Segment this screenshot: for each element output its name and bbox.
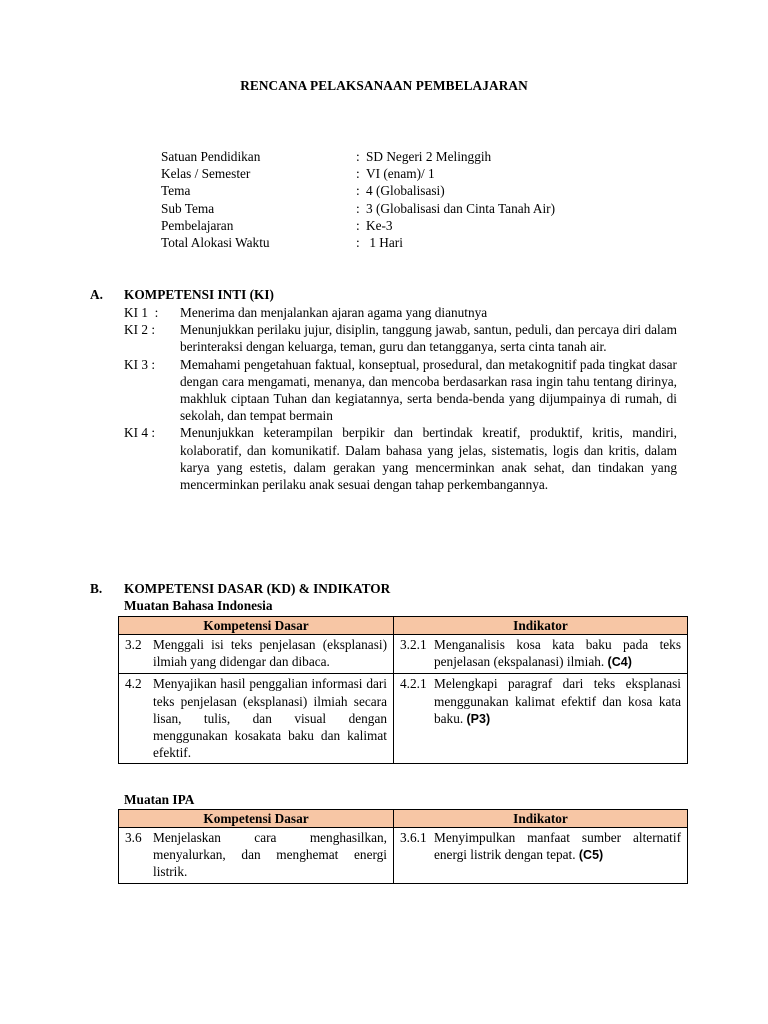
- ki-text: Memahami pengetahuan faktual, konseptual, prosedural, dan metakognitif pada tingkat dasar dengan cara mengamati, menanya, dan mencoba berdasarkan rasa ingin tahu tentang dirinya, makhluk ciptaan Tuhan dan kegiatannya, serta benda-benda yang dijumpainya di rumah, di sekolah, dan tempat bermain: [180, 356, 677, 424]
- indikator-cell: [394, 674, 688, 764]
- muatan-bahasa-indonesia-title: Muatan Bahasa Indonesia: [124, 598, 273, 613]
- identity-label: Sub Tema: [161, 200, 215, 216]
- ki-code: KI 4 :: [124, 425, 156, 441]
- kd-text: Menyajikan hasil penggalian informasi dari teks penjelasan (eksplanasi) ilmiah secara lisan, tulis, dan visual dengan menggunakan kosakata baku dan kalimat efektif.: [153, 676, 387, 761]
- ki-item: [124, 424, 677, 493]
- kd-table-bahasa-indonesia: [118, 616, 688, 764]
- muatan-ipa-title: Muatan IPA: [124, 792, 195, 807]
- kd-cell: [119, 828, 394, 884]
- document-title: RENCANA PELAKSANAAN PEMBELAJARAN: [240, 78, 528, 93]
- column-header-kd: Kompetensi Dasar: [119, 617, 394, 635]
- identity-colon: :: [356, 200, 360, 216]
- ki-text: Menunjukkan perilaku jujur, disiplin, tanggung jawab, santun, peduli, dan percaya diri dalam berinteraksi dengan keluarga, teman, guru dan tetangganya, serta cinta tanah air.: [180, 322, 677, 355]
- kd-text: Menggali isi teks penjelasan (eksplanasi) ilmiah yang didengar dan dibaca.: [153, 637, 387, 670]
- identity-label: Total Alokasi Waktu: [161, 234, 270, 250]
- identity-label: Kelas / Semester: [161, 166, 251, 182]
- indikator-cell: [394, 635, 688, 674]
- column-header-indikator: Indikator: [394, 810, 688, 828]
- table-header-row: [119, 810, 688, 828]
- identity-colon: :: [356, 234, 360, 250]
- ki-code: KI 3 :: [124, 356, 156, 372]
- kd-cell: [119, 674, 394, 764]
- indikator-number: 3.2.1: [400, 637, 427, 652]
- cognitive-level: (C5): [578, 848, 604, 863]
- identity-colon: :: [356, 217, 360, 233]
- table-header-row: [119, 617, 688, 635]
- identity-value: Ke-3: [366, 217, 393, 233]
- indikator-cell: [394, 828, 688, 884]
- identity-value: VI (enam)/ 1: [366, 166, 435, 182]
- table-row: [119, 828, 688, 884]
- kd-number: 3.2: [125, 637, 142, 652]
- indikator-number: 3.6.1: [400, 830, 427, 845]
- kd-cell: [119, 635, 394, 674]
- kd-number: 3.6: [125, 830, 142, 845]
- table-row: [119, 674, 688, 764]
- section-a-heading: [90, 287, 274, 303]
- ki-item: [124, 304, 677, 321]
- column-header-indikator: Indikator: [394, 617, 688, 635]
- identity-colon: :: [356, 149, 360, 164]
- cognitive-level: (C4): [607, 655, 632, 670]
- identity-label: Tema: [161, 183, 191, 199]
- kd-text: Menjelaskan cara menghasilkan, menyalurkan, dan menghemat energi listrik.: [153, 830, 387, 880]
- column-header-kd: Kompetensi Dasar: [119, 810, 394, 828]
- ki-code: KI 1 :: [124, 305, 159, 320]
- section-letter: A.: [90, 287, 103, 302]
- section-b-heading: [90, 581, 390, 597]
- indikator-text: Menyimpulkan manfaat sumber alternatif energi listrik dengan tepat. (C5): [434, 830, 681, 863]
- ki-code: KI 2 :: [124, 322, 156, 338]
- table-row: [119, 635, 688, 674]
- ki-item: [124, 321, 677, 355]
- ki-text: Menerima dan menjalankan ajaran agama yang dianutnya: [180, 305, 488, 320]
- section-letter: B.: [90, 581, 103, 596]
- section-title: KOMPETENSI INTI (KI): [124, 287, 274, 302]
- identity-label: Satuan Pendidikan: [161, 149, 261, 164]
- indikator-text: Menganalisis kosa kata baku pada teks penjelasan (ekspalanasi) ilmiah. (C4): [434, 637, 681, 670]
- identity-colon: :: [356, 166, 360, 182]
- indikator-text: Melengkapi paragraf dari teks eksplanasi menggunakan kalimat efektif dan kosa kata baku. (P3): [434, 676, 681, 726]
- kd-table-ipa: [118, 809, 688, 884]
- indikator-number: 4.2.1: [400, 676, 427, 692]
- identity-colon: :: [356, 183, 360, 199]
- ki-item: [124, 356, 677, 425]
- section-title: KOMPETENSI DASAR (KD) & INDIKATOR: [124, 581, 391, 596]
- ki-list: [124, 304, 677, 493]
- identity-value: 4 (Globalisasi): [366, 183, 445, 199]
- kd-number: 4.2: [125, 676, 142, 692]
- psychomotor-level: (P3): [466, 711, 491, 726]
- identity-value: 3 (Globalisasi dan Cinta Tanah Air): [366, 200, 556, 216]
- identity-value: SD Negeri 2 Melinggih: [366, 149, 492, 164]
- identity-value: 1 Hari: [366, 234, 403, 250]
- ki-text: Menunjukkan keterampilan berpikir dan bertindak kreatif, produktif, kritis, mandiri, kolaboratif, dan komunikatif. Dalam bahasa yang jelas, sistematis, logis dan kritis, dalam karya yang estetis, dalam gerakan yang mencerminkan anak sehat, dan tindakan yang mencerminkan perilaku anak sesuai dengan tahap perkembangannya.: [180, 425, 677, 493]
- identity-label: Pembelajaran: [161, 217, 234, 233]
